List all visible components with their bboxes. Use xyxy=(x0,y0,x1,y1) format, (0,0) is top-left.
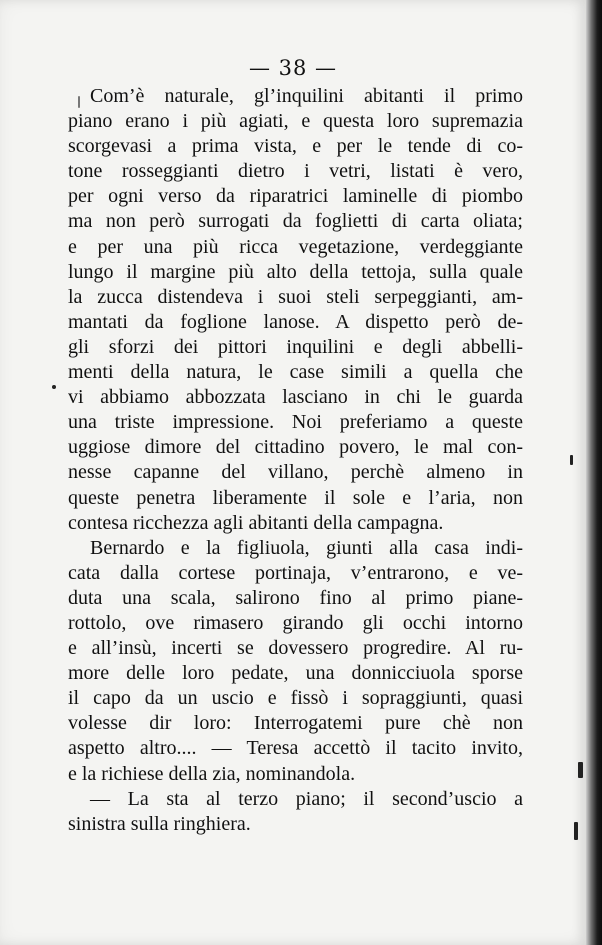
print-speck xyxy=(570,455,573,465)
text-line: tone rosseggianti dietro i vetri, listati è vero, xyxy=(68,160,523,183)
text-line: cata dalla cortese portinaja, v’entrarono, e ve- xyxy=(68,561,523,584)
text-line: duta una scala, salirono fino al primo piane- xyxy=(68,586,523,609)
text-line: lungo il margine più alto della tettoja, sulla quale xyxy=(68,260,523,283)
text-line: Bernardo e la figliuola, giunti alla casa indi- xyxy=(90,536,523,559)
text-line: aspetto altro.... — Teresa accettò il tacito invito, xyxy=(68,737,523,760)
text-line: nesse capanne del villano, perchè almeno in xyxy=(68,461,523,484)
text-line: contesa ricchezza agli abitanti della campagna. xyxy=(68,511,444,534)
text-line: sinistra sulla ringhiera. xyxy=(68,812,251,835)
text-line: vi abbiamo abbozzata lasciano in chi le guarda xyxy=(68,386,523,409)
text-line: scorgevasi a prima vista, e per le tende di co- xyxy=(68,135,523,158)
text-line: — La sta al terzo piano; il second’uscio a xyxy=(90,787,523,810)
text-line: queste penetra liberamente il sole e l’aria, non xyxy=(68,486,523,509)
text-line: e all’insù, incerti se dovessero progredire. Al ru- xyxy=(68,637,523,660)
print-speck xyxy=(574,822,578,840)
text-line: mantati da foglione lanose. A dispetto però de- xyxy=(68,310,523,333)
page-number-header: — 38 — xyxy=(248,56,338,80)
print-speck xyxy=(78,96,80,108)
text-line: una triste impressione. Noi preferiamo a queste xyxy=(68,411,523,434)
text-line: rottolo, ove rimasero girando gli occhi intorno xyxy=(68,611,523,634)
text-line: volesse dir loro: Interrogatemi pure chè non xyxy=(68,712,523,735)
text-line: il capo da un uscio e fissò i sopraggiunti, quasi xyxy=(68,687,523,710)
book-spine-edge xyxy=(586,0,602,945)
text-line: e per una più ricca vegetazione, verdeggiante xyxy=(68,235,523,258)
text-line: ma non però surrogati da foglietti di carta oliata; xyxy=(68,210,523,233)
text-line: uggiose dimore del cittadino povero, le mal con- xyxy=(68,436,523,459)
text-line: per ogni verso da riparatrici laminelle di piombo xyxy=(68,185,523,208)
text-line: e la richiese della zia, nominandola. xyxy=(68,762,356,785)
body-text xyxy=(68,84,523,837)
text-line: piano erano i più agiati, e questa loro supremazia xyxy=(68,110,523,133)
text-line: more delle loro pedate, una donnicciuola sporse xyxy=(68,662,523,685)
text-line: Com’è naturale, gl’inquilini abitanti il primo xyxy=(90,85,523,107)
print-speck xyxy=(578,762,583,778)
text-line: la zucca distendeva i suoi steli serpeggianti, am- xyxy=(68,285,523,308)
text-line: gli sforzi dei pittori inquilini e degli abbelli- xyxy=(68,335,523,358)
text-line: menti della natura, le case simili a quella che xyxy=(68,361,523,384)
print-speck xyxy=(52,385,56,389)
